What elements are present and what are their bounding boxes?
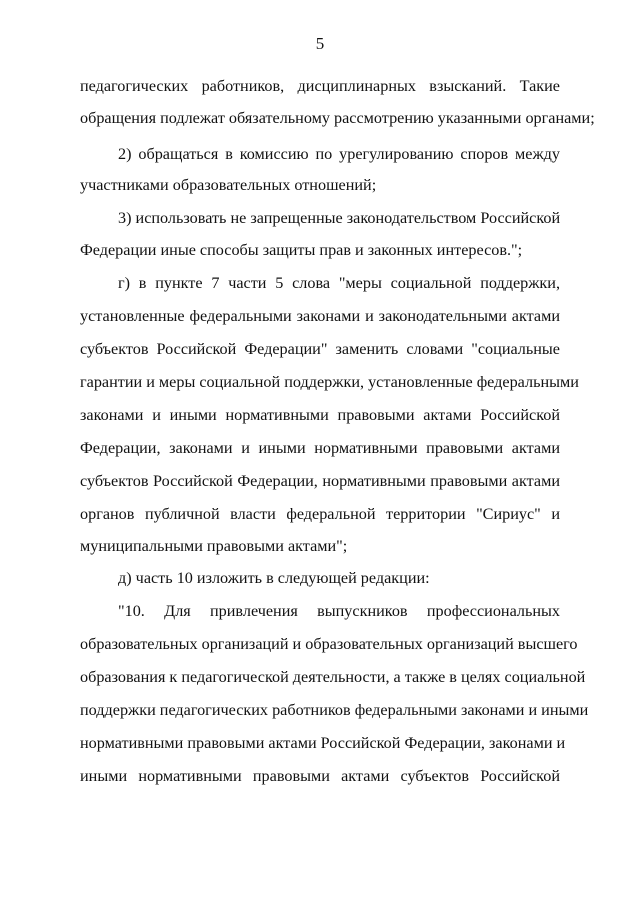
text-line: образования к педагогической деятельности, а также в целях социальной	[80, 668, 586, 686]
page-number: 5	[315, 34, 325, 53]
text-line: 3) использовать не запрещенные законодательством Российской	[118, 209, 561, 227]
text-line: органов публичной власти федеральной территории "Сириус" и	[80, 505, 560, 523]
text-line: образовательных организаций и образовательных организаций высшего	[80, 635, 578, 653]
text-line: гарантии и меры социальной поддержки, установленные федеральными	[80, 373, 579, 391]
text-line: г) в пункте 7 части 5 слова "меры социальной поддержки,	[118, 274, 560, 292]
text-line: обращения подлежат обязательному рассмотрению указанными органами;	[80, 109, 595, 127]
text-line: установленные федеральными законами и законодательными актами	[80, 307, 560, 325]
text-line: субъектов Российской Федерации, нормативными правовыми актами	[80, 472, 560, 490]
text-line: поддержки педагогических работников федеральными законами и иными	[80, 701, 589, 719]
text-line: субъектов Российской Федерации" заменить словами "социальные	[80, 340, 560, 358]
text-line: педагогических работников, дисциплинарных взысканий. Такие	[80, 77, 560, 95]
text-line: д) часть 10 изложить в следующей редакции:	[118, 569, 430, 587]
text-line: нормативными правовыми актами Российской Федерации, законами и	[80, 734, 566, 752]
text-line: "10. Для привлечения выпускников профессиональных	[118, 602, 560, 620]
text-line: муниципальными правовыми актами";	[80, 537, 348, 555]
text-line: Федерации, законами и иными нормативными правовыми актами	[80, 439, 560, 457]
text-line: законами и иными нормативными правовыми актами Российской	[80, 406, 560, 424]
text-line: участниками образовательных отношений;	[80, 176, 377, 194]
text-line: 2) обращаться в комиссию по урегулированию споров между	[118, 145, 560, 163]
text-line: иными нормативными правовыми актами субъектов Российской	[80, 767, 560, 785]
text-line: Федерации иные способы защиты прав и законных интересов.";	[80, 241, 523, 259]
